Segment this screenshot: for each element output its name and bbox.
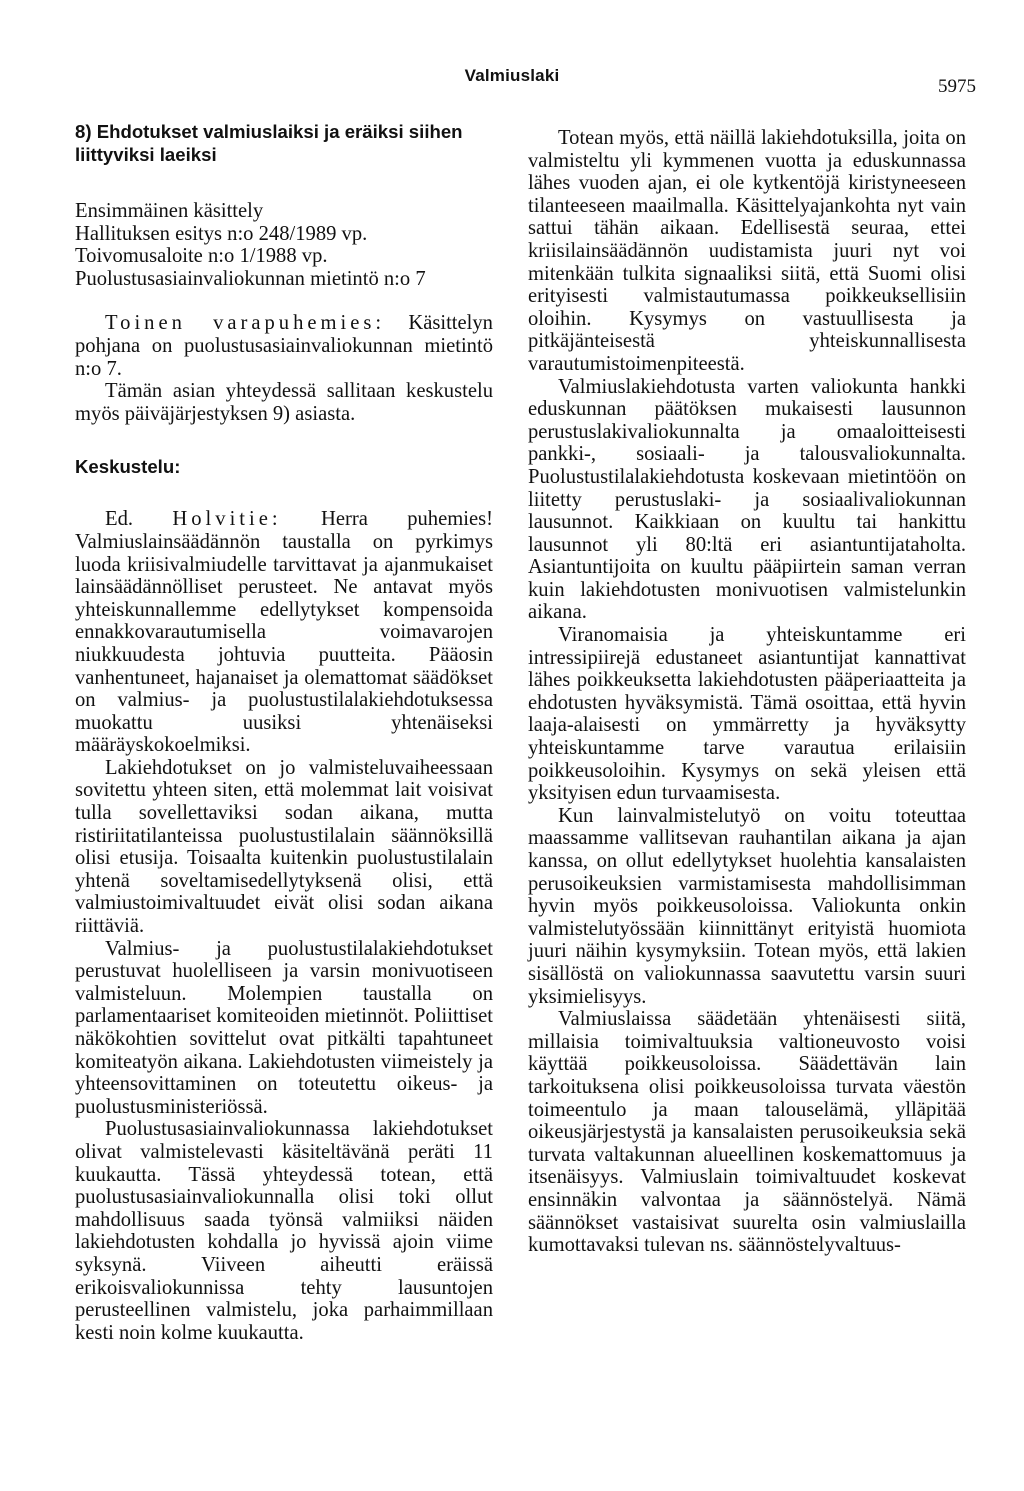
speaker-name: Holvitie: [172, 508, 282, 531]
paragraph: Puolustusasiainvaliokunnassa lakiehdotukset olivat valmistelevasti käsiteltävänä peräti 11 kuukautta. Tässä yhteydessä totean, että puolustusasiainvaliokunnalla olisi toki ollut mahdollisuus saada työnsä valmiiksi näiden lakiehdotusten kohdalla jo hyvissä ajoin viime syksynä. Viiveen aiheutti eräissä erikoisvaliokunnissa tehty lausuntojen perusteellinen valmistelu, joka parhaimmillaan kesti noin kolme kuukautta. [75, 1118, 493, 1344]
speaker-paragraph [75, 312, 493, 380]
meta-line: Hallituksen esitys n:o 248/1989 vp. [75, 222, 368, 245]
section-heading: 8) Ehdotukset valmiuslaiksi ja eräiksi siihen liittyviksi laeiksi [75, 121, 463, 165]
paragraph: Tämän asian yhteydessä sallitaan keskustelu myös päiväjärjestyksen 9) asiasta. [75, 380, 493, 425]
paragraph: Totean myös, että näillä lakiehdotuksilla, joita on valmisteltu yli kymmenen vuotta ja eduskunnassa lähes vuoden ajan, ei ole kytkentöjä kiristyneeseen tilanteeseen maailmalla. Käsittelyajankohta nyt vain sattui tähän aikaan. Edellisestä seuraa, ettei kriisilainsäädännön uudistamista juuri nyt voi mitenkään tulkita signaaliksi siitä, että Suomi olisi erityisesti valmistautumassa poikkeuksellisiin oloihin. Kysymys on vastuullisesta ja pitkäjänteisestä yhteiskunnallisesta varautumistoimenpiteestä. [528, 127, 966, 375]
page-number: 5975 [938, 76, 976, 97]
paragraph: Viranomaisia ja yhteiskuntamme eri intressipiirejä edustaneet asiantuntijat kannattivat lähes poikkeuksetta lakiehdotusten pääperiaatteita ja ehdotusten hyväksymistä. Tämä osoittaa, että hyvin laaja-alaisesti on ymmärretty ja hyväksytty yhteiskuntamme tarve varautua erilaisiin poikkeusoloihin. Kysymys on sekä yleisen että yksityisen edun turvaamisesta. [528, 624, 966, 805]
paragraph: Kun lainvalmistelutyö on voitu toteuttaa maassamme vallitsevan rauhantilan aikana ja ajan kanssa, on ollut edellytykset huolehtia kansalaisten perusoikeuksien varmistamisesta mahdollisimman hyvin myös poikkeusoloissa. Valiokunta onkin valmistelutyössään kiinnittänyt erityistä huomiota juuri näihin kysymyksiin. Totean myös, että lakien sisällöstä on valiokunnassa saavutettu varsin suuri yksimielisyys. [528, 804, 966, 1008]
speaker-text: Käsittelyn pohjana on puolustusasiainvaliokunnan mietintö n:o 7. [75, 312, 493, 380]
running-title: Valmiuslaki [464, 66, 560, 85]
speaker-text: Herra puhemies! Valmiuslainsäädännön taustalla on pyrkimys luoda kriisivalmiudelle tarvittavat ja ajanmukaiset lainsäädännölliset perusteet. Ne antavat myös yhteiskunnallemme edellytykset kompensoida ennakkovarautumisella voimavarojen niukkuudesta johtuvia puutteita. Pääosin vanhentuneet, hajanaiset ja olemattomat säädökset on valmius- ja puolustustilalakiehdotuksessa muokattu uusiksi yhtenäiseksi määräyskokoelmiksi. [75, 508, 493, 757]
speaker-paragraph [75, 508, 493, 757]
discussion-heading: Keskustelu: [75, 456, 181, 478]
paragraph: Valmius- ja puolustustilalakiehdotukset perustuvat huolelliseen ja varsin monivuotiseen valmisteluun. Molempien taustalla on parlamentaariset komiteoiden mietinnöt. Poliittiset näkökohtien sovittelut ovat pitkälti tapahtuneet komiteatyön aikana. Lakiehdotusten viimeistely ja yhteensovittaminen on toteutettu oikeus- ja puolustusministeriössä. [75, 937, 493, 1118]
paragraph: Lakiehdotukset on jo valmisteluvaiheessaan sovitettu yhteen siten, että molemmat lait voisivat tulla sovellettaviksi sodan aikana, mutta ristiriitatilanteissa puolustustilalain säännöksillä olisi etusija. Toisaalta kuitenkin puolustustilalain yhtenä soveltamisedellytyksenä olisi, että valmiustoimivaltuudet eivät olisi sodan aikana riittäviä. [75, 756, 493, 938]
left-column [75, 120, 493, 1344]
meta-line: Ensimmäinen käsittely [75, 200, 264, 222]
meta-line: Puolustusasiainvaliokunnan mietintö n:o 7 [75, 267, 426, 290]
speaker-prefix: Ed. [105, 508, 134, 531]
paragraph: Valmiuslaissa säädetään yhtenäisesti siitä, millaisia toimivaltuuksia valtioneuvosto voisi käyttää poikkeusoloissa. Säädettävän lain tarkoituksena olisi poikkeusoloissa turvata väestön toimeentulo ja maan talouselämä, ylläpitää oikeusjärjestystä ja kansalaisten perusoikeuksia sekä turvata valtakunnan alueellinen koskemattomuus ja itsenäisyys. Valmiuslain toimivaltuudet koskevat ensinnäkin valvontaa ja säännöstelyä. Nämä säännökset vastaisivat suurelta osin valmiuslailla kumottavaksi tulevan ns. säännöstelyvaltuus- [528, 1008, 966, 1257]
meta-line: Toivomusaloite n:o 1/1988 vp. [75, 245, 328, 268]
paragraph: Valmiuslakiehdotusta varten valiokunta hankki eduskunnan päätöksen mukaisesti lausunnon perustuslakivaliokunnalta ja omaaloitteisesti pankki-, sosiaali- ja talousvaliokunnalta. Puolustustilalakiehdotusta koskevaan mietintöön on liitetty perustuslaki- ja sosiaalivaliokunnan lausunnot. Kaikkiaan on kuultu tai hankittu lausunnot yli 80:ltä eri asiantuntijataholta. Asiantuntijoita on kuultu pääpiirtein saman verran kuin lakiehdotusten monivuotisen valmistelunkin aikana. [528, 375, 966, 624]
speaker-name: Toinen varapuhemies: [105, 312, 386, 335]
item-metadata [75, 200, 493, 290]
right-column [528, 127, 966, 1257]
